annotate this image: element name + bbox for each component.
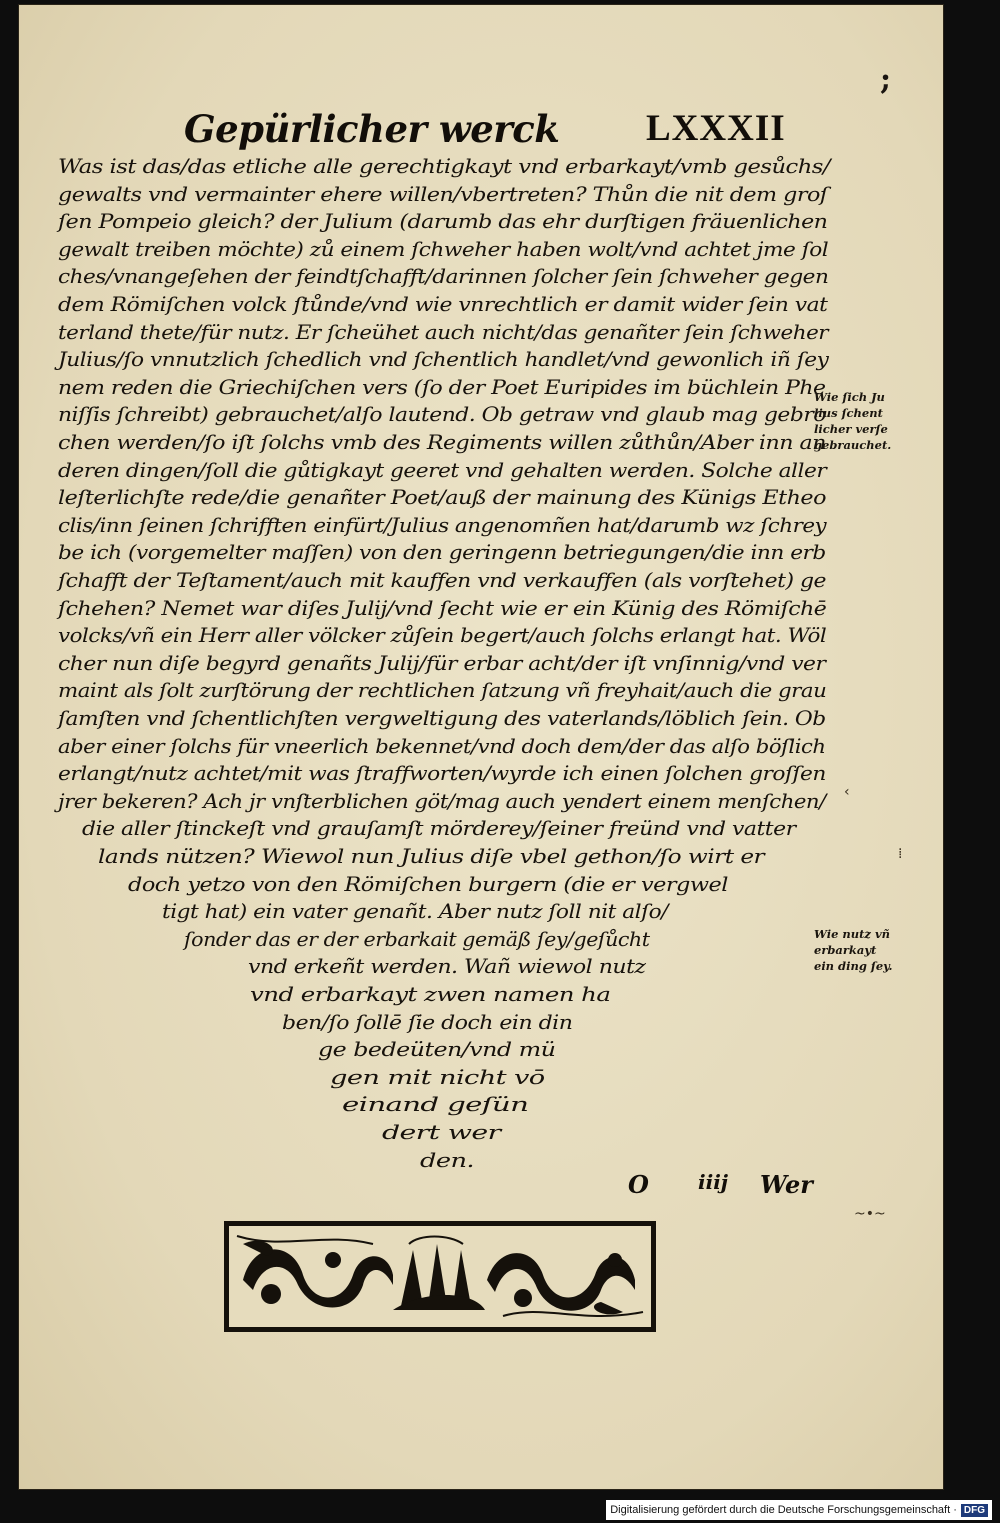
text-line: vnd erbarkayt zwen namen ha (250, 983, 611, 1006)
text-line: ſchehen? Nemet war diſes Julij/vnd ſecht wie er ein Künig des Römiſchē (58, 596, 827, 620)
margin-note-line: ein ding ſey. (814, 959, 893, 973)
footer-text: Digitalisierung gefördert durch die Deutsche Forschungsgemeinschaft · (610, 1504, 957, 1516)
text-line: die aller ſtinckeſt vnd grauſamſt mörderey/ſeiner freünd vnd vatter (82, 817, 796, 841)
text-line: ge bedeüten/vnd mü (318, 1038, 556, 1062)
text-line: vnd erkeñt werden. Wañ wiewol nutz (248, 955, 646, 979)
text-line: cher nun diſe begyrd genañts Julij/für erbar acht/der iſt vnſinnig/vnd ver (58, 651, 826, 675)
text-line: dem Römiſchen volck ſtůnde/vnd wie vnrechtlich er damit wider ſein vat (58, 293, 828, 316)
folio-number: LXXXII (646, 108, 786, 149)
margin-mark: ~•~ (854, 1206, 886, 1222)
signature-mark: O (628, 1170, 649, 1199)
text-line: lands nützen? Wiewol nun Julius diſe vbel gethon/ſo wirt er (98, 845, 765, 868)
dfg-logo: DFG (961, 1504, 988, 1517)
text-line: ſchafft der Teſtament/auch mit kauffen vnd verkauffen (als vorſtehet) ge (58, 569, 826, 592)
text-line: erlangt/nutz achtet/mit was ſtraffworten/wyrde ich einen ſolchen groſſen (58, 762, 826, 786)
margin-note-2 (814, 926, 893, 974)
text-line: leſterlichſte rede/die genañter Poet/auß der mainung des Künigs Etheo (58, 486, 826, 510)
text-line: chen werden/ſo iſt ſolchs vmb des Regiments willen zůthůn/Aber inn an (58, 431, 826, 454)
book-page (18, 4, 944, 1490)
text-line: deren dingen/ſoll die gůtigkayt geeret vnd gehalten werden. Solche aller (58, 458, 827, 482)
text-line: gen mit nicht vō (330, 1065, 545, 1089)
catchword: Wer (760, 1170, 813, 1199)
text-line: ben/ſo ſollē ſie doch ein din (282, 1010, 573, 1034)
margin-note-line: Wie ſich Ju (814, 390, 885, 404)
text-line: ſonder das er der erbarkait gemäß ſey/geſůcht (184, 927, 650, 951)
text-line: nem reden die Griechiſchen vers (ſo der Poet Euripides im büchlein Phe (58, 375, 826, 399)
running-header-title: Gepürlicher werck (184, 107, 560, 151)
text-line: niſſis ſchreibt) gebrauchet/alſo lautend. Ob getraw vnd glaub mag gebro (58, 403, 826, 427)
margin-note-line: lius ſchent (814, 406, 883, 420)
text-line: ſen Pompeio gleich? der Julium (darumb das ehr durſtigen fräuenlichen (58, 210, 828, 234)
text-line: den. (420, 1148, 474, 1172)
text-line: volcks/vñ ein Herr aller völcker zůſein begert/auch ſolchs erlangt hat. Wöl (58, 624, 827, 648)
leaf-number: iiij (698, 1170, 729, 1194)
text-line: aber einer ſolchs für vneerlich bekennet/vnd doch dem/der das alſo böſlich (58, 734, 826, 758)
margin-note-line: licher verſe (814, 422, 888, 436)
woodcut-ornament-border (223, 1220, 657, 1333)
text-line: clis/inn ſeinen ſchrifften einfürt/Julius angenomñen hat/darumb wz ſchrey (58, 513, 827, 537)
text-line: tigt hat) ein vater genañt. Aber nutz ſoll nit alſo/ (162, 900, 668, 924)
text-line: Julius/ſo vnnutzlich ſchedlich vnd ſchentlich handlet/vnd gewonlich iñ ſey (58, 348, 829, 372)
margin-note-line: erbarkayt (814, 943, 877, 957)
margin-note-line: Wie nutz vñ (814, 927, 891, 941)
text-line: gewalts vnd vermainter ehere willen/vbertreten? Thůn die nit dem groſ (58, 182, 828, 206)
margin-mark: ‹ (844, 784, 850, 800)
text-line: einand geſün (342, 1093, 529, 1117)
margin-mark: ⁞ (898, 846, 903, 862)
text-line: ches/vnangeſehen der feindtſchafft/darinnen ſolcher ſein ſchweher gegen (58, 265, 829, 289)
text-line: ſamſten vnd ſchentlichſten vergweltigung des vaterlands/löblich ſein. Ob (58, 707, 826, 730)
text-line: jrer bekeren? Ach jr vnſterblichen göt/mag auch yendert einem menſchen/ (58, 789, 826, 813)
margin-note-1 (814, 389, 891, 453)
text-line: dert wer (382, 1121, 501, 1144)
text-line: Was ist das/das etliche alle gerechtigkayt vnd erbarkayt/vmb gesůchs/ (58, 155, 830, 178)
text-line: doch yetzo von den Römiſchen burgern (die er vergwel (128, 872, 728, 896)
margin-note-line: gebrauchet. (814, 438, 892, 452)
text-line: terland thete/für nutz. Er ſcheühet auch nicht/das genañter ſein ſchweher (58, 320, 829, 344)
text-line: maint als ſolt zurſtörung der rechtlichen ſatzung vñ freyhait/auch die grau (58, 679, 827, 703)
page-corner-mark: ; (880, 62, 892, 97)
text-line: gewalt treiben möchte) zů einem ſchweher haben wolt/vnd achtet jme ſol (58, 237, 829, 261)
digitization-footer (606, 1500, 992, 1520)
text-line: be ich (vorgemelter maſſen) von den geringenn betriegungen/die inn erb (58, 541, 826, 565)
